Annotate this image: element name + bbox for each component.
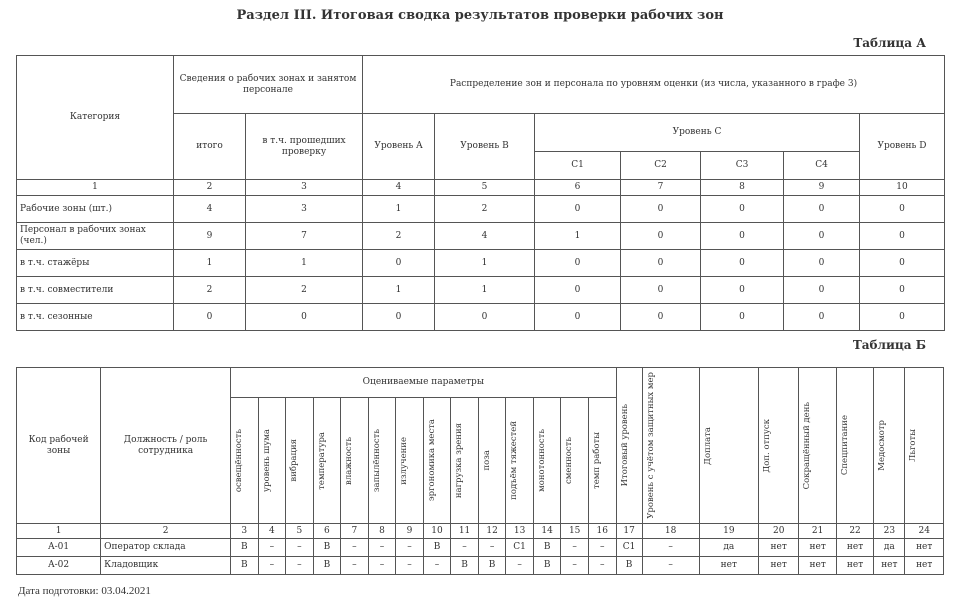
sub-c3-header: C3 bbox=[701, 152, 784, 180]
name-header: Категория bbox=[17, 56, 174, 180]
factor-header bbox=[478, 398, 506, 524]
col-number: 9 bbox=[784, 180, 860, 196]
extra-header bbox=[799, 368, 836, 524]
table-cell: 0 bbox=[363, 250, 435, 277]
extra-value: нет bbox=[905, 557, 944, 575]
table-row bbox=[17, 277, 945, 304]
extra-label: Итоговый уровень bbox=[619, 404, 630, 487]
factor-value: – bbox=[396, 557, 424, 575]
col-number: 3 bbox=[246, 180, 363, 196]
extra-value: B bbox=[616, 557, 642, 575]
table-cell: 7 bbox=[246, 223, 363, 250]
zone-code: A-01 bbox=[17, 539, 101, 557]
extra-value: нет bbox=[905, 539, 944, 557]
table-cell: 1 bbox=[435, 250, 535, 277]
date-label: Дата подготовки: bbox=[18, 585, 99, 597]
table-cell: 2 bbox=[435, 196, 535, 223]
extra-header bbox=[616, 368, 642, 524]
table-cell: 0 bbox=[174, 304, 246, 331]
factor-label: монотонность bbox=[536, 429, 547, 492]
factor-value: – bbox=[478, 539, 506, 557]
table-cell: 0 bbox=[860, 223, 945, 250]
extra-value: – bbox=[642, 557, 699, 575]
table-cell: 0 bbox=[701, 223, 784, 250]
roles-table bbox=[16, 367, 944, 575]
table-cell: 1 bbox=[246, 250, 363, 277]
extra-label: Льготы bbox=[908, 429, 919, 462]
row-label: Рабочие зоны (шт.) bbox=[17, 196, 174, 223]
col-number: 1 bbox=[17, 524, 101, 539]
extra-value: нет bbox=[699, 557, 758, 575]
summary-table bbox=[16, 55, 945, 331]
table-cell: 0 bbox=[860, 250, 945, 277]
table-cell: 9 bbox=[174, 223, 246, 250]
factor-value: – bbox=[341, 539, 369, 557]
extra-label: Сокращённый день bbox=[802, 401, 813, 490]
col-number: 7 bbox=[621, 180, 701, 196]
extra-header bbox=[642, 368, 699, 524]
total-header: итого bbox=[174, 114, 246, 180]
col-number: 2 bbox=[174, 180, 246, 196]
extra-value: нет bbox=[874, 557, 905, 575]
table-row bbox=[17, 557, 944, 575]
extra-label: Медосмотр bbox=[877, 420, 888, 471]
extra-value: нет bbox=[799, 557, 836, 575]
table-cell: 2 bbox=[363, 223, 435, 250]
extra-label: Доп. отпуск bbox=[761, 418, 772, 473]
row-label: в т.ч. стажёры bbox=[17, 250, 174, 277]
table-cell: 0 bbox=[701, 196, 784, 223]
column-numbers-row bbox=[17, 524, 944, 539]
table-row bbox=[17, 304, 945, 331]
extra-value: нет bbox=[836, 557, 873, 575]
level-a-header: Уровень A bbox=[363, 114, 435, 180]
col-number: 3 bbox=[231, 524, 259, 539]
table-cell: 0 bbox=[246, 304, 363, 331]
factor-value: – bbox=[451, 539, 479, 557]
factor-value: – bbox=[258, 557, 286, 575]
factor-value: B bbox=[533, 539, 561, 557]
extra-value: нет bbox=[836, 539, 873, 557]
row-label: Персонал в рабочих зонах (чел.) bbox=[17, 223, 174, 250]
col-number: 18 bbox=[642, 524, 699, 539]
factor-label: вибрация bbox=[289, 439, 300, 482]
sub-c2-header: C2 bbox=[621, 152, 701, 180]
factor-value: – bbox=[368, 557, 396, 575]
col-number: 12 bbox=[478, 524, 506, 539]
extra-value: нет bbox=[799, 539, 836, 557]
sub-c4-header: C4 bbox=[784, 152, 860, 180]
col-number: 8 bbox=[701, 180, 784, 196]
table-cell: 0 bbox=[860, 196, 945, 223]
table2-caption: Таблица Б bbox=[852, 338, 926, 352]
zone-code-header: Код рабочей зоны bbox=[17, 368, 101, 524]
factor-label: темп работы bbox=[591, 432, 602, 489]
page-title: Раздел III. Итоговая сводка результатов проверки рабочих зон bbox=[236, 8, 724, 23]
col-number: 2 bbox=[101, 524, 231, 539]
col-number: 11 bbox=[451, 524, 479, 539]
table-cell: 0 bbox=[363, 304, 435, 331]
table-cell: 0 bbox=[621, 196, 701, 223]
factor-value: B bbox=[231, 557, 259, 575]
factor-header bbox=[396, 398, 424, 524]
extra-header bbox=[699, 368, 758, 524]
factor-header bbox=[423, 398, 451, 524]
extra-value: да bbox=[699, 539, 758, 557]
factor-label: сменность bbox=[564, 437, 575, 484]
factor-header bbox=[533, 398, 561, 524]
role-name: Кладовщик bbox=[101, 557, 231, 575]
table-cell: 0 bbox=[701, 250, 784, 277]
factor-value: B bbox=[533, 557, 561, 575]
col-number: 24 bbox=[905, 524, 944, 539]
table-cell: 0 bbox=[435, 304, 535, 331]
table-cell: 0 bbox=[784, 196, 860, 223]
table-cell: 0 bbox=[784, 304, 860, 331]
col-number: 13 bbox=[506, 524, 534, 539]
factor-value: B bbox=[423, 539, 451, 557]
factor-value: – bbox=[258, 539, 286, 557]
table-cell: 0 bbox=[784, 250, 860, 277]
table-cell: 0 bbox=[535, 304, 621, 331]
group2-header: Распределение зон и персонала по уровням оценки (из числа, указанного в графе 3) bbox=[363, 56, 945, 114]
factor-label: эргономика места bbox=[426, 419, 437, 502]
table-cell: 0 bbox=[621, 250, 701, 277]
factor-header bbox=[451, 398, 479, 524]
column-numbers-row bbox=[17, 180, 945, 196]
col-number: 4 bbox=[363, 180, 435, 196]
extra-header bbox=[758, 368, 799, 524]
col-number: 6 bbox=[535, 180, 621, 196]
col-number: 7 bbox=[341, 524, 369, 539]
col-number: 22 bbox=[836, 524, 873, 539]
col-number: 15 bbox=[561, 524, 589, 539]
table-cell: 0 bbox=[535, 250, 621, 277]
factor-value: – bbox=[423, 557, 451, 575]
factor-value: B bbox=[451, 557, 479, 575]
extra-label: Спецпитание bbox=[839, 415, 850, 476]
extra-label: Уровень с учётом защитных мер bbox=[645, 372, 656, 519]
factor-value: – bbox=[506, 557, 534, 575]
col-number: 1 bbox=[17, 180, 174, 196]
factor-value: B bbox=[478, 557, 506, 575]
table-cell: 0 bbox=[535, 196, 621, 223]
table-cell: 1 bbox=[174, 250, 246, 277]
extra-value: нет bbox=[758, 539, 799, 557]
factor-label: уровень шума bbox=[261, 429, 272, 492]
table-cell: 3 bbox=[246, 196, 363, 223]
factor-header bbox=[286, 398, 314, 524]
factor-value: – bbox=[561, 557, 589, 575]
factor-label: влажность bbox=[344, 436, 355, 485]
assessed-header: в т.ч. прошедших проверку bbox=[246, 114, 363, 180]
factor-value: – bbox=[396, 539, 424, 557]
factor-header bbox=[506, 398, 534, 524]
role-header: Должность / роль сотрудника bbox=[101, 368, 231, 524]
table-cell: 0 bbox=[621, 223, 701, 250]
col-number: 5 bbox=[435, 180, 535, 196]
extra-value: нет bbox=[758, 557, 799, 575]
factor-value: – bbox=[341, 557, 369, 575]
row-label: в т.ч. сезонные bbox=[17, 304, 174, 331]
level-d-header: Уровень D bbox=[860, 114, 945, 180]
table1-caption: Таблица А bbox=[853, 36, 926, 50]
factor-label: температура bbox=[316, 431, 327, 490]
table-cell: 0 bbox=[701, 277, 784, 304]
sub-c1-header: C1 bbox=[535, 152, 621, 180]
extra-header bbox=[905, 368, 944, 524]
factor-header bbox=[258, 398, 286, 524]
table-cell: 0 bbox=[860, 304, 945, 331]
factor-value: – bbox=[561, 539, 589, 557]
factor-label: освещённость bbox=[234, 428, 245, 493]
table-cell: 0 bbox=[860, 277, 945, 304]
row-label: в т.ч. совместители bbox=[17, 277, 174, 304]
table-cell: 4 bbox=[174, 196, 246, 223]
role-name: Оператор склада bbox=[101, 539, 231, 557]
col-number: 20 bbox=[758, 524, 799, 539]
table-cell: 2 bbox=[174, 277, 246, 304]
preparation-date bbox=[18, 585, 151, 597]
factor-header bbox=[313, 398, 341, 524]
table-row bbox=[17, 250, 945, 277]
table-row bbox=[17, 539, 944, 557]
table-cell: 0 bbox=[701, 304, 784, 331]
factor-label: подъём тяжестей bbox=[509, 421, 520, 500]
extra-value: да bbox=[874, 539, 905, 557]
table-row bbox=[17, 196, 945, 223]
factor-value: B bbox=[313, 539, 341, 557]
factor-value: C1 bbox=[506, 539, 534, 557]
col-number: 9 bbox=[396, 524, 424, 539]
factor-label: запылённость bbox=[371, 428, 382, 493]
factor-header bbox=[231, 398, 259, 524]
table-cell: 0 bbox=[535, 277, 621, 304]
group1-header: Сведения о рабочих зонах и занятом персонале bbox=[174, 56, 363, 114]
extra-header bbox=[874, 368, 905, 524]
table-cell: 0 bbox=[784, 223, 860, 250]
table-cell: 1 bbox=[363, 196, 435, 223]
table-row bbox=[17, 223, 945, 250]
table-cell: 2 bbox=[246, 277, 363, 304]
col-number: 19 bbox=[699, 524, 758, 539]
factor-label: излучение bbox=[399, 436, 410, 485]
factor-header bbox=[588, 398, 616, 524]
factor-header bbox=[561, 398, 589, 524]
factor-label: поза bbox=[481, 450, 492, 471]
col-number: 17 bbox=[616, 524, 642, 539]
factor-value: B bbox=[231, 539, 259, 557]
col-number: 16 bbox=[588, 524, 616, 539]
date-value: 03.04.2021 bbox=[101, 585, 151, 597]
col-number: 21 bbox=[799, 524, 836, 539]
col-number: 4 bbox=[258, 524, 286, 539]
level-c-header: Уровень C bbox=[535, 114, 860, 152]
table-cell: 4 bbox=[435, 223, 535, 250]
factor-value: – bbox=[588, 539, 616, 557]
col-number: 6 bbox=[313, 524, 341, 539]
table-cell: 1 bbox=[363, 277, 435, 304]
col-number: 10 bbox=[423, 524, 451, 539]
factor-value: B bbox=[313, 557, 341, 575]
factor-value: – bbox=[368, 539, 396, 557]
col-number: 14 bbox=[533, 524, 561, 539]
extra-value: C1 bbox=[616, 539, 642, 557]
factor-header bbox=[341, 398, 369, 524]
extra-label: Доплата bbox=[702, 426, 713, 465]
extra-value: – bbox=[642, 539, 699, 557]
factor-value: – bbox=[286, 557, 314, 575]
factor-label: нагрузка зрения bbox=[454, 422, 465, 499]
table-cell: 0 bbox=[621, 277, 701, 304]
zone-code: A-02 bbox=[17, 557, 101, 575]
extra-header bbox=[836, 368, 873, 524]
col-number: 23 bbox=[874, 524, 905, 539]
factor-header bbox=[368, 398, 396, 524]
col-number: 5 bbox=[286, 524, 314, 539]
col-number: 10 bbox=[860, 180, 945, 196]
table-cell: 1 bbox=[435, 277, 535, 304]
table-cell: 0 bbox=[784, 277, 860, 304]
factors-header: Оцениваемые параметры bbox=[231, 368, 617, 398]
factor-value: – bbox=[588, 557, 616, 575]
table-cell: 0 bbox=[621, 304, 701, 331]
factor-value: – bbox=[286, 539, 314, 557]
level-b-header: Уровень B bbox=[435, 114, 535, 180]
col-number: 8 bbox=[368, 524, 396, 539]
table-cell: 1 bbox=[535, 223, 621, 250]
